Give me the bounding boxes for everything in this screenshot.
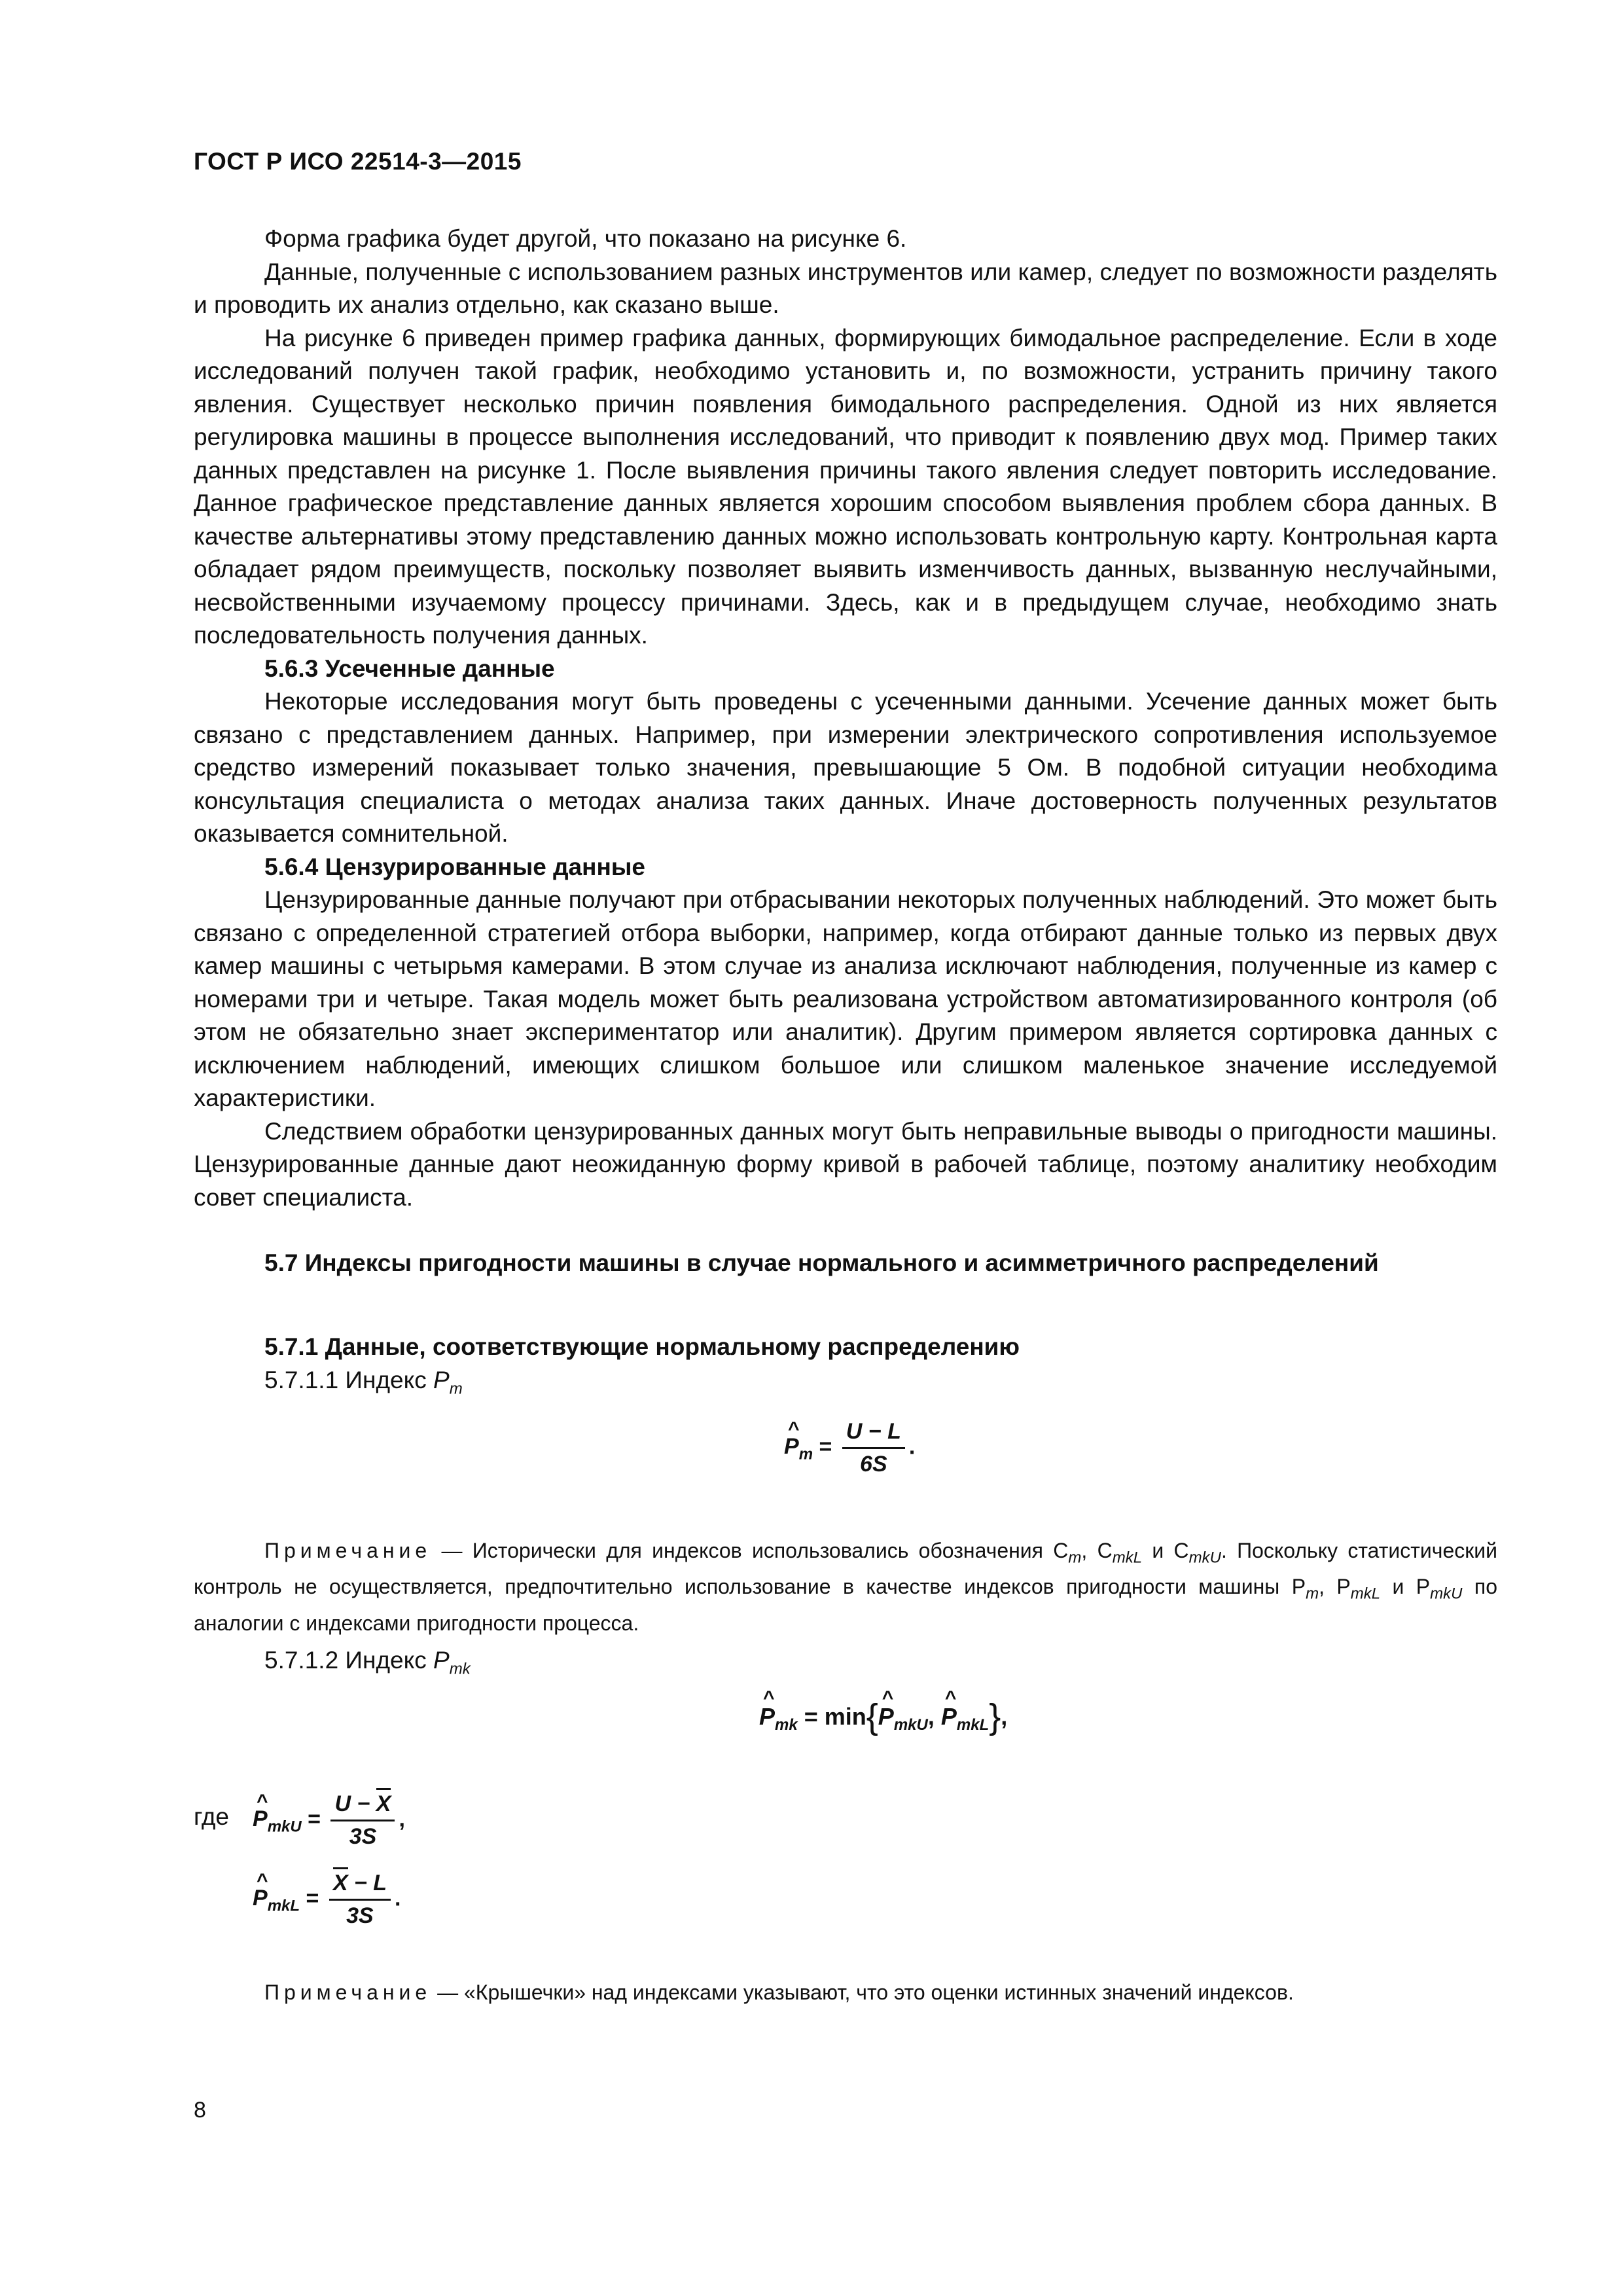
paragraph: Данные, полученные с использованием разных инструментов или камер, следует по возможности разделять и проводить их анализ отдельно, как сказано выше. <box>194 258 1497 318</box>
section-heading-5-6-4: 5.6.4 Цензурированные данные <box>264 853 646 880</box>
where-label: где <box>194 1803 230 1830</box>
subsection-5-7-1-2 <box>194 1644 1497 1686</box>
paragraph: Некоторые исследования могут быть проведены с усеченными данными. Усечение данных может быть связано с представлением данных. Например, при измерении электрического сопротивления используемое средство измерений показывает только значения, превышающие 5 Ом. В подобной ситуации необходима консультация специалиста о методах анализа таких данных. Иначе достоверность полученных результатов оказывается сомнительной. <box>194 688 1497 847</box>
index-subscript: m <box>449 1379 463 1397</box>
document-header: ГОСТ Р ИСО 22514-3—2015 <box>194 148 522 175</box>
page-number: 8 <box>194 2098 206 2123</box>
note-label: Примечание <box>264 1539 432 1562</box>
index-subscript: mk <box>449 1660 471 1678</box>
index-symbol: P <box>433 1647 450 1674</box>
section-heading-5-7-1: 5.7.1 Данные, соответствующие нормальному распределению <box>264 1333 1020 1360</box>
section-heading-5-7 <box>194 1247 1497 1280</box>
note-label: Примечание <box>264 1981 432 2004</box>
formula-pm: ^ $P_m$ = $\frac{U - L}{6S}$ . <box>784 1419 915 1477</box>
section-5-7-1 <box>194 1331 1497 1405</box>
note-1: Примечание — Исторически для индексов использовались обозначения $C_m$, $C_{mkL}$ и $C_{mkU}$. Поскольку статистический контроль не осуществляется, предпочтительно использование в качестве индексов пригодности машины $P_m$, $P_{mkL}$ и $P_{mkU}$ по аналогии с индексами пригодности процесса. <box>194 1539 1498 1635</box>
index-symbol: P <box>433 1366 450 1393</box>
fraction: $\frac{U - L}{6S}$ <box>842 1419 905 1477</box>
formula-pmk: ^ $P_{mk}$ = min{^ $P_{mkU}$, ^ $P_{mkL}$}, <box>759 1696 1007 1737</box>
text-block-top <box>194 223 1497 1214</box>
formula-pmkl: ^ $P_{mkL}$ = $\frac{X - L}{3S}$ . <box>253 1871 401 1929</box>
paragraph: На рисунке 6 приведен пример графика данных, формирующих бимодальное распределение. Если в ходе исследований получен такой график, необходимо установить и, по возможности, устранить причину такого явления. Существует несколько причин появления бимодального распределения. Одной из них является регулировка машины в процессе выполнения исследований, что приводит к появлению двух мод. Пример таких данных представлен на рисунке 1. После выявления причины такого явления следует повторить исследование. Данное графическое представление данных является хорошим способом выявления проблем сбора данных. В качестве альтернативы этому представлению данных можно использовать контрольную карту. Контрольная карта обладает рядом преимуществ, поскольку позволяет выявить изменчивость данных, вызванную неслучайными, несвойственными изучаемому процессу причинами. Здесь, как и в предыдущем случае, необходимо знать последовательность получения данных. <box>194 324 1497 649</box>
formula-pmku: ^ $P_{mkU}$ = $\frac{U - X}{3S}$ , <box>253 1791 405 1850</box>
subsection-label: 5.7.1.2 Индекс <box>264 1647 427 1674</box>
paragraph: Цензурированные данные получают при отбрасывании некоторых полученных наблюдений. Это может быть связано с определенной стратегией отбора выборки, например, когда отбирают данные только из первых двух камер машины с четырьмя камерами. В этом случае из анализа исключают наблюдения, полученные из камер с номерами три и четыре. Такая модель может быть реализована устройством автоматизированного контроля (об этом не обязательно знает экспериментатор или аналитик). Другим примером является сортировка данных с исключением наблюдений, имеющих слишком большое или слишком маленькое значение исследуемой характеристики. <box>194 886 1497 1111</box>
subsection-label: 5.7.1.1 Индекс <box>264 1366 427 1393</box>
hat-symbol: ^ P <box>784 1434 799 1460</box>
paragraph: Следствием обработки цензурированных данных могут быть неправильные выводы о пригодности машины. Цензурированные данные дают неожиданную форму кривой в рабочей таблице, поэтому аналитику необходим совет специалиста. <box>194 1117 1497 1211</box>
fraction: $\frac{U - X}{3S}$ <box>330 1791 395 1850</box>
subsection-5-7-1-1 <box>194 1364 1497 1406</box>
paragraph: Форма графика будет другой, что показано на рисунке 6. <box>264 225 907 252</box>
fraction: $\frac{X - L}{3S}$ <box>329 1871 391 1929</box>
heading-text: 5.7 Индексы пригодности машины в случае нормального и асимметричного распределений <box>264 1249 1379 1276</box>
section-heading-5-6-3: 5.6.3 Усеченные данные <box>264 655 555 682</box>
note-2: Примечание — «Крышечки» над индексами указывают, что это оценки истинных значений индексов. <box>264 1981 1294 2004</box>
